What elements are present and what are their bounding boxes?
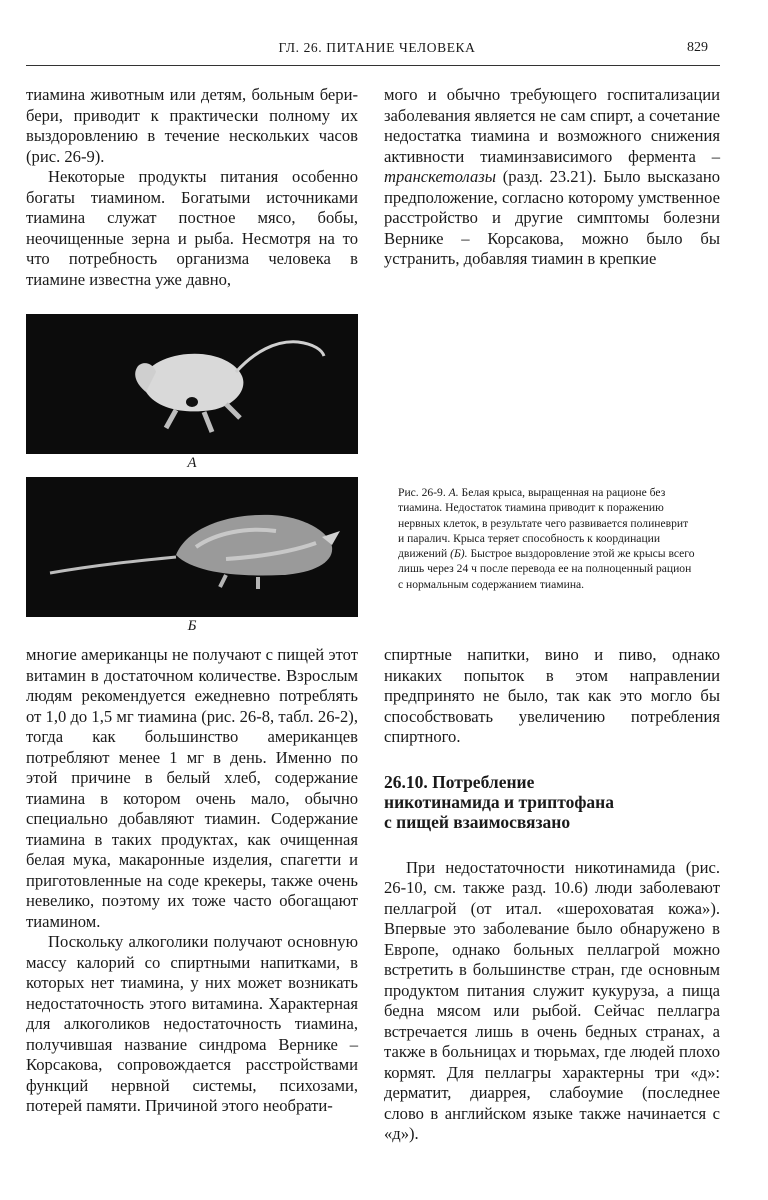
section-heading-line: с пищей взаимосвязано — [384, 811, 571, 832]
enzyme-name: транскетолазы — [384, 167, 496, 186]
caption-marker-a: А. — [448, 486, 459, 499]
paragraph: Некоторые продукты питания особенно богаты тиамином. Богатыми источниками тиамина служат постное мясо, бобы, неочищенные зерна и рыба. Несмотря на то что потребность организма человека в тиамине известна уже давно, — [26, 167, 358, 289]
paragraph: тиамина животным или детям, больным бери-бери, приводит к практически полному их выздоровлению в течение нескольких часов (рис. 26-9). — [26, 85, 358, 166]
column-bottom-left — [26, 645, 358, 1117]
paragraph: Поскольку алкоголики получают основную массу калорий со спиртными напитками, в которых нет тиамина, у них может возникать недостаточность этого витамина. Характерная для алкоголиков недостаточность тиамина, получившая название синдрома Вернике – Корсакова, сопровождается расстройствами функций нервной системы, психозами, потерей памяти. Причиной этого необрати- — [26, 932, 358, 1115]
header-rule — [26, 65, 720, 66]
photo-rat-recovered — [26, 477, 358, 617]
paragraph-text: мого и обычно требующего госпитализации заболевания является не сам спирт, а сочетание недостатка тиамина и возможного снижения активности тиаминзависимого фермента – — [384, 85, 720, 166]
rat-paralyzed-illustration — [26, 314, 358, 454]
section-heading-line: никотинамида и триптофана — [384, 791, 615, 812]
paragraph: спиртные напитки, вино и пиво, однако никаких попыток в этом направлении предпринято не было, так как это могло бы способствовать увеличению потребления спиртного. — [384, 645, 720, 746]
paragraph: многие американцы не получают с пищей этот витамин в достаточном количестве. Взрослым людям рекомендуется ежедневно потреблять от 1,0 до 1,5 мг тиамина (рис. 26-8, табл. 26-2), тогда как большинство американцев потребляют менее 1 мг в день. Именно по этой причине в белый хлеб, содержание тиамина в котором очень мало, обычно специально добавляют тиамин. Содержание тиамина в таких продуктах, как очищенная белая мука, макаронные изделия, спагетти и приготовленные на соде крекеры, также очень невелико, поэтому их тоже часто обогащают тиамином. — [26, 645, 358, 931]
paragraph: При недостаточности никотинамида (рис. 26-10, см. также разд. 10.6) люди заболевают пеллагрой (от итал. «шероховатая кожа»). Впервые это заболевание было обнаружено в Европе, однако больных пеллагрой можно встретить в большинстве стран, где основным продуктом питания служит кукуруза, а пища бедна мясом или рыбой. Сейчас пеллагра встречается лишь в очень бедных странах, а также в больницах и тюрьмах, где людей плохо кормят. Для пеллагры характерны три «д»: дерматит, диаррея, слабоумие (последнее слово в английском языке также начинается с «д»). — [384, 857, 720, 1143]
column-bottom-right — [384, 645, 720, 1145]
paragraph-text: (разд. 23.21). Было высказано предположение, согласно которому умственное расстройство и другие симптомы болезни Вернике – Корсакова, можно было бы устранить, добавляя тиамин в крепкие — [384, 167, 720, 268]
paragraph — [384, 85, 720, 270]
figure-label-a: А — [187, 455, 197, 471]
page-number: 829 — [687, 40, 708, 55]
caption-text: Белая крыса, выращенная на рационе без тиамина. Недостаток тиамина приводит к поражению нервных клеток, в результате чего развивается полиневрит и паралич. Крыса теряет способность к координации движений — [398, 486, 689, 561]
caption-prefix: Рис. 26-9. — [398, 486, 446, 499]
figure-label-b: Б — [187, 618, 197, 634]
section-heading-line: 26.10. Потребление — [384, 771, 535, 792]
caption-marker-b: (Б). — [450, 547, 468, 561]
column-top-left — [26, 85, 358, 290]
rat-recovered-illustration — [26, 477, 358, 617]
column-top-right — [384, 85, 720, 270]
photo-rat-paralyzed — [26, 314, 358, 454]
caption-text: Быстрое выздоровление этой же крысы всего лишь через 24 ч после перевода ее на полноценный рацион с нормальным содержанием тиамина. — [398, 547, 695, 591]
figure-caption — [398, 485, 696, 592]
section-heading — [384, 772, 720, 832]
chapter-title: ГЛ. 26. ПИТАНИЕ ЧЕЛОВЕКА — [278, 40, 476, 55]
